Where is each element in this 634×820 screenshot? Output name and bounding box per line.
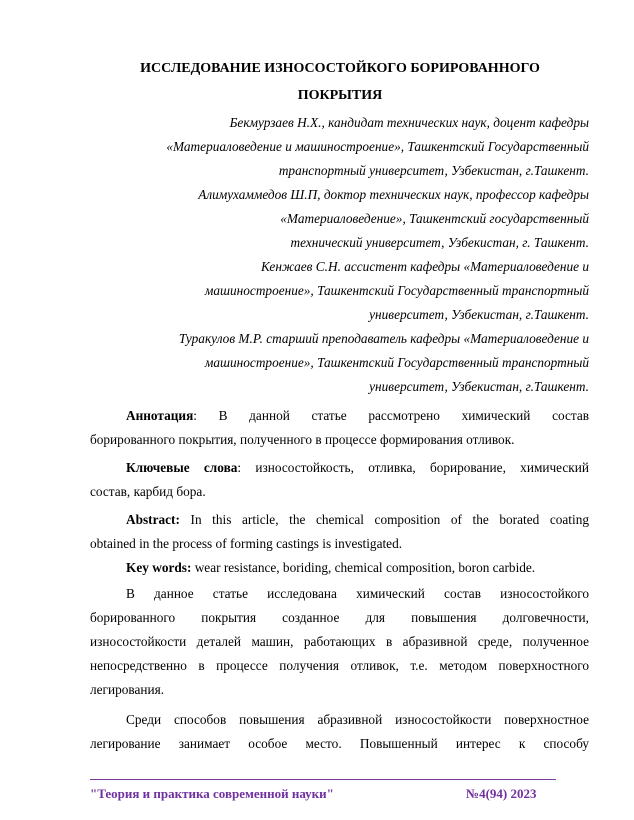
footer-journal-name: "Теория и практика современной науки"	[90, 786, 334, 801]
author-affiliation-line: Бекмурзаев Н.Х., кандидат технических наук, доцент кафедры	[229, 115, 589, 130]
body-paragraph-line: В данное статье исследована химический состав износостойкого	[126, 586, 589, 601]
keywords-ru-paragraph: Ключевые слова: износостойкость, отливка, борирование, химический	[126, 460, 589, 475]
author-affiliation-line: технический университет, Узбекистан, г. Ташкент.	[290, 235, 589, 250]
author-affiliation-line: университет, Узбекистан, г.Ташкент.	[369, 307, 589, 322]
annotation-paragraph-cont: борированного покрытия, полученного в процессе формирования отливок.	[90, 432, 515, 447]
body-paragraph-line: легирования.	[90, 682, 165, 697]
annotation-paragraph: Аннотация: В данной статье рассмотрено химический состав	[126, 408, 589, 423]
article-title-line-1: ИССЛЕДОВАНИЕ ИЗНОСОСТОЙКОГО БОРИРОВАННОГО	[140, 61, 540, 76]
keywords-en-paragraph: Key words: wear resistance, boriding, chemical composition, boron carbide.	[126, 560, 536, 575]
author-affiliation-line: Туракулов М.Р. старший преподаватель кафедры «Материаловедение и	[178, 331, 589, 346]
author-affiliation-line: Кенжаев С.Н. ассистент кафедры «Материаловедение и	[260, 259, 589, 274]
author-affiliation-line: машиностроение», Ташкентский Государственный транспортный	[204, 355, 589, 370]
keywords-en-label: Key words:	[126, 560, 192, 575]
author-affiliation-line: Алимухаммедов Ш.П, доктор технических наук, профессор кафедры	[198, 187, 589, 202]
body-paragraph-line: борированного покрытия созданное для повышения долговечности,	[90, 610, 589, 625]
author-affiliation-line: университет, Узбекистан, г.Ташкент.	[369, 379, 589, 394]
author-affiliation-line: «Материаловедение», Ташкентский государственный	[280, 211, 589, 226]
author-affiliation-line: машиностроение», Ташкентский Государственный транспортный	[204, 283, 589, 298]
body-paragraph-line: износостойкости деталей машин, работающих в абразивной среде, полученное	[90, 634, 589, 649]
body-paragraph-line: Среди способов повышения абразивной износостойкости поверхностное	[126, 712, 589, 727]
author-affiliation-line: «Материаловедение и машиностроение», Ташкентский Государственный	[166, 139, 589, 154]
body-paragraph-line: непосредственно в процессе получения отливок, т.е. методом поверхностного	[90, 658, 589, 673]
keywords-ru-paragraph-cont: состав, карбид бора.	[90, 484, 206, 499]
body-paragraph-line: легирование занимает особое место. Повышенный интерес к способу	[90, 736, 589, 751]
keywords-ru-label: Ключевые слова	[126, 460, 238, 475]
article-title-line-2: ПОКРЫТИЯ	[297, 88, 383, 103]
abstract-label: Abstract:	[126, 512, 180, 527]
footer-divider	[90, 779, 556, 780]
footer-issue: №4(94) 2023	[466, 786, 537, 801]
abstract-paragraph: Abstract: In this article, the chemical composition of the borated coating	[126, 512, 589, 527]
annotation-label: Аннотация	[126, 408, 194, 423]
author-affiliation-line: транспортный университет, Узбекистан, г.Ташкент.	[278, 163, 589, 178]
abstract-paragraph-cont: obtained in the process of forming castings is investigated.	[90, 536, 403, 551]
